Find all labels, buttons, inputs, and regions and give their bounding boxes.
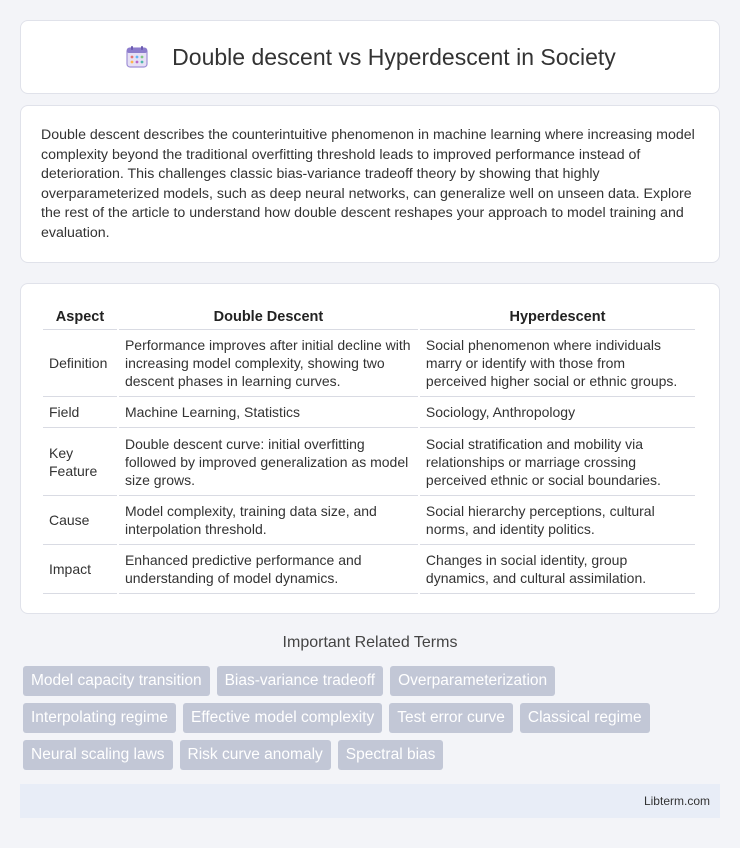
cell-aspect: Key Feature [43, 428, 117, 496]
comparison-card [20, 283, 720, 614]
header-aspect: Aspect [43, 304, 117, 330]
intro-paragraph: Double descent describes the counterintuitive phenomenon in machine learning where increasing model complexity beyond the traditional overfitting threshold leads to improved performance instead of deterioration. This challenges classic bias-variance tradeoff theory by showing that highly overparameterized models, such as deep neural networks, can generalize well on unseen data. Explore the rest of the article to understand how double descent reshapes your approach to model training and evaluation. [41, 127, 695, 241]
title-card [20, 20, 720, 94]
tag-row [23, 666, 723, 696]
comparison-table [41, 304, 697, 594]
calendar-grid-icon [124, 44, 150, 70]
tag-spectral-bias[interactable]: Spectral bias [338, 740, 444, 770]
cell-double-descent: Model complexity, training data size, and interpolation threshold. [119, 496, 418, 545]
related-terms [23, 666, 723, 777]
tag-classical-regime[interactable]: Classical regime [520, 703, 650, 733]
tag-effective-model-complexity[interactable]: Effective model complexity [183, 703, 382, 733]
cell-aspect: Definition [43, 330, 117, 397]
cell-aspect: Impact [43, 545, 117, 594]
tag-row [23, 740, 723, 770]
header-double-descent: Double Descent [119, 304, 418, 330]
cell-hyperdescent: Sociology, Anthropology [420, 397, 695, 428]
cell-aspect: Cause [43, 496, 117, 545]
table-row [43, 545, 695, 594]
table-row [43, 397, 695, 428]
cell-hyperdescent: Changes in social identity, group dynamics, and cultural assimilation. [420, 545, 695, 594]
tag-risk-curve-anomaly[interactable]: Risk curve anomaly [180, 740, 331, 770]
cell-aspect: Field [43, 397, 117, 428]
table-header-row [43, 304, 695, 330]
tag-model-capacity-transition[interactable]: Model capacity transition [23, 666, 210, 696]
table-row [43, 330, 695, 397]
header-hyperdescent: Hyperdescent [420, 304, 695, 330]
table-row [43, 496, 695, 545]
footer [20, 784, 720, 818]
tag-interpolating-regime[interactable]: Interpolating regime [23, 703, 176, 733]
cell-double-descent: Enhanced predictive performance and understanding of model dynamics. [119, 545, 418, 594]
cell-hyperdescent: Social hierarchy perceptions, cultural norms, and identity politics. [420, 496, 695, 545]
intro-card [20, 105, 720, 263]
tag-row [23, 703, 723, 733]
tag-neural-scaling-laws[interactable]: Neural scaling laws [23, 740, 173, 770]
tag-test-error-curve[interactable]: Test error curve [389, 703, 513, 733]
page-title: Double descent vs Hyperdescent in Society [172, 43, 616, 70]
cell-double-descent: Performance improves after initial decline with increasing model complexity, showing two descent phases in learning curves. [119, 330, 418, 397]
cell-hyperdescent: Social stratification and mobility via relationships or marriage crossing perceived ethnic or social boundaries. [420, 428, 695, 496]
tag-bias-variance-tradeoff[interactable]: Bias-variance tradeoff [217, 666, 384, 696]
tag-overparameterization[interactable]: Overparameterization [390, 666, 555, 696]
table-row [43, 428, 695, 496]
related-terms-heading: Important Related Terms [282, 634, 458, 651]
cell-double-descent: Machine Learning, Statistics [119, 397, 418, 428]
cell-double-descent: Double descent curve: initial overfitting followed by improved generalization as model size grows. [119, 428, 418, 496]
cell-hyperdescent: Social phenomenon where individuals marry or identify with those from perceived higher social or ethnic groups. [420, 330, 695, 397]
footer-site-link[interactable]: Libterm.com [643, 794, 710, 808]
